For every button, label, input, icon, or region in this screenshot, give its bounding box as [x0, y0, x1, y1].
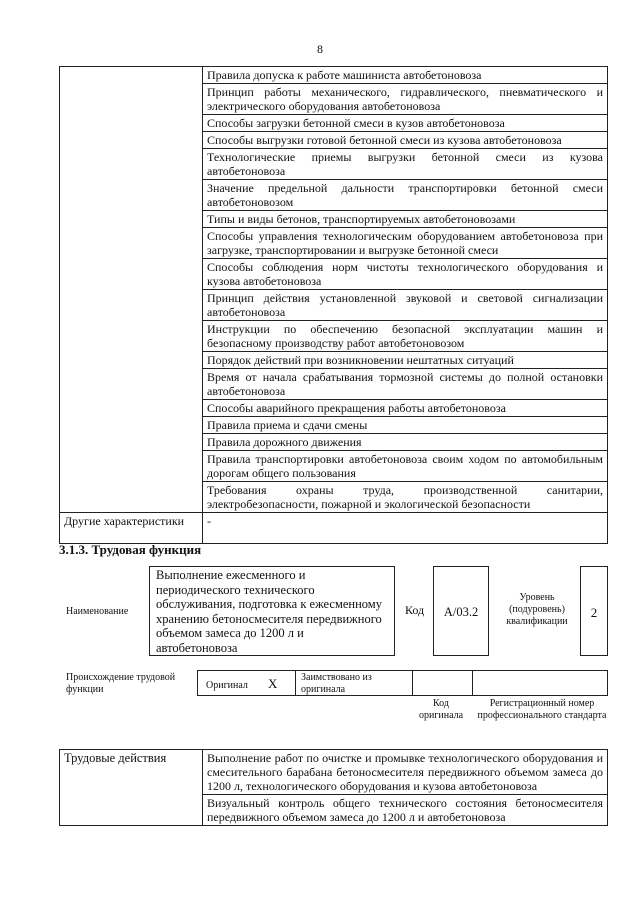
knowledge-cell: Порядок действий при возникновении нештатных ситуаций	[203, 352, 608, 369]
knowledge-cell: Типы и виды бетонов, транспортируемых автобетоновозами	[203, 211, 608, 228]
empty-label-cell	[60, 67, 203, 513]
knowledge-cell: Способы соблюдения норм чистоты технологического оборудования и кузова автобетоновоза	[203, 259, 608, 290]
knowledge-cell: Инструкции по обеспечению безопасной эксплуатации машин и безопасному производству работ автобетоновозом	[203, 321, 608, 352]
knowledge-cell: Правила приема и сдачи смены	[203, 417, 608, 434]
origin-box	[197, 670, 608, 696]
knowledge-cell: Правила дорожного движения	[203, 434, 608, 451]
level-value: 2	[590, 605, 598, 620]
knowledge-cell: Принцип работы механического, гидравлического, пневматического и электрического оборудования автобетоновоза	[203, 84, 608, 115]
knowledge-cell: Технологические приемы выгрузки бетонной смеси из кузова автобетоновоза	[203, 149, 608, 180]
section-title: 3.1.3. Трудовая функция	[59, 542, 202, 557]
knowledge-cell: Правила допуска к работе машиниста автобетоновоза	[203, 67, 608, 84]
actions-table	[59, 749, 608, 826]
other-label: Другие характеристики	[60, 513, 203, 544]
code-value: А/03.2	[443, 605, 479, 619]
origin-label: Происхождение трудовой функции	[66, 672, 176, 695]
name-label: Наименование	[66, 606, 129, 617]
knowledge-cell: Требования охраны труда, производственной санитарии, электробезопасности, пожарной и экологической безопасности	[203, 482, 608, 513]
function-name-box	[149, 566, 395, 656]
divider	[472, 671, 473, 696]
table-row	[60, 513, 608, 544]
other-value: -	[203, 513, 608, 544]
knowledge-cell: Способы выгрузки готовой бетонной смеси из кузова автобетоновоза	[203, 132, 608, 149]
table-row	[60, 750, 608, 795]
table-row	[60, 67, 608, 84]
knowledge-cell: Правила транспортировки автобетоновоза своим ходом по автомобильным дорогам общего пользования	[203, 451, 608, 482]
knowledge-cell: Способы управления технологическим оборудованием автобетоновоза при загрузке, транспортировании и выгрузке бетонной смеси	[203, 228, 608, 259]
level-box	[580, 566, 608, 656]
action-cell: Визуальный контроль общего технического состояния бетоносмесителя передвижного объемом замеса до 1200 л и автобетоновоза	[203, 795, 608, 826]
knowledge-cell: Время от начала срабатывания тормозной системы до полной остановки автобетоновоза	[203, 369, 608, 400]
knowledge-cell: Принцип действия установленной звуковой и световой сигнализации автобетоновоза	[203, 290, 608, 321]
action-cell: Выполнение работ по очистке и промывке технологического оборудования и смесительного барабана бетоносмесителя передвижного объемом замеса до 1200 л, технологического оборудования и кузова автобетоновоза	[203, 750, 608, 795]
knowledge-cell: Способы загрузки бетонной смеси в кузов автобетоновоза	[203, 115, 608, 132]
knowledge-cell: Способы аварийного прекращения работы автобетоновоза	[203, 400, 608, 417]
original-mark: X	[268, 676, 278, 691]
page-number: 8	[317, 42, 323, 56]
code-box	[433, 566, 489, 656]
knowledge-cell: Значение предельной дальности транспортировки бетонной смеси автобетоновозом	[203, 180, 608, 211]
original-label: Оригинал	[206, 680, 248, 691]
divider	[412, 671, 413, 696]
function-name-value: Выполнение ежесменного и периодического технического обслуживания, подготовка к ежесменному хранению бетоносмесителя передвижного объемом замеса до 1200 л и автобетоновоза	[156, 568, 382, 655]
divider	[295, 671, 296, 696]
code-label: Код	[405, 603, 425, 617]
knowledge-table	[59, 66, 608, 544]
code-original-label: Код оригинала	[418, 698, 464, 721]
actions-label: Трудовые действия	[60, 750, 203, 826]
reg-number-label: Регистрационный номер профессионального стандарта	[477, 698, 607, 721]
borrowed-label: Заимствовано из оригинала	[301, 672, 372, 695]
level-label: Уровень (подуровень) квалификации	[506, 592, 568, 627]
